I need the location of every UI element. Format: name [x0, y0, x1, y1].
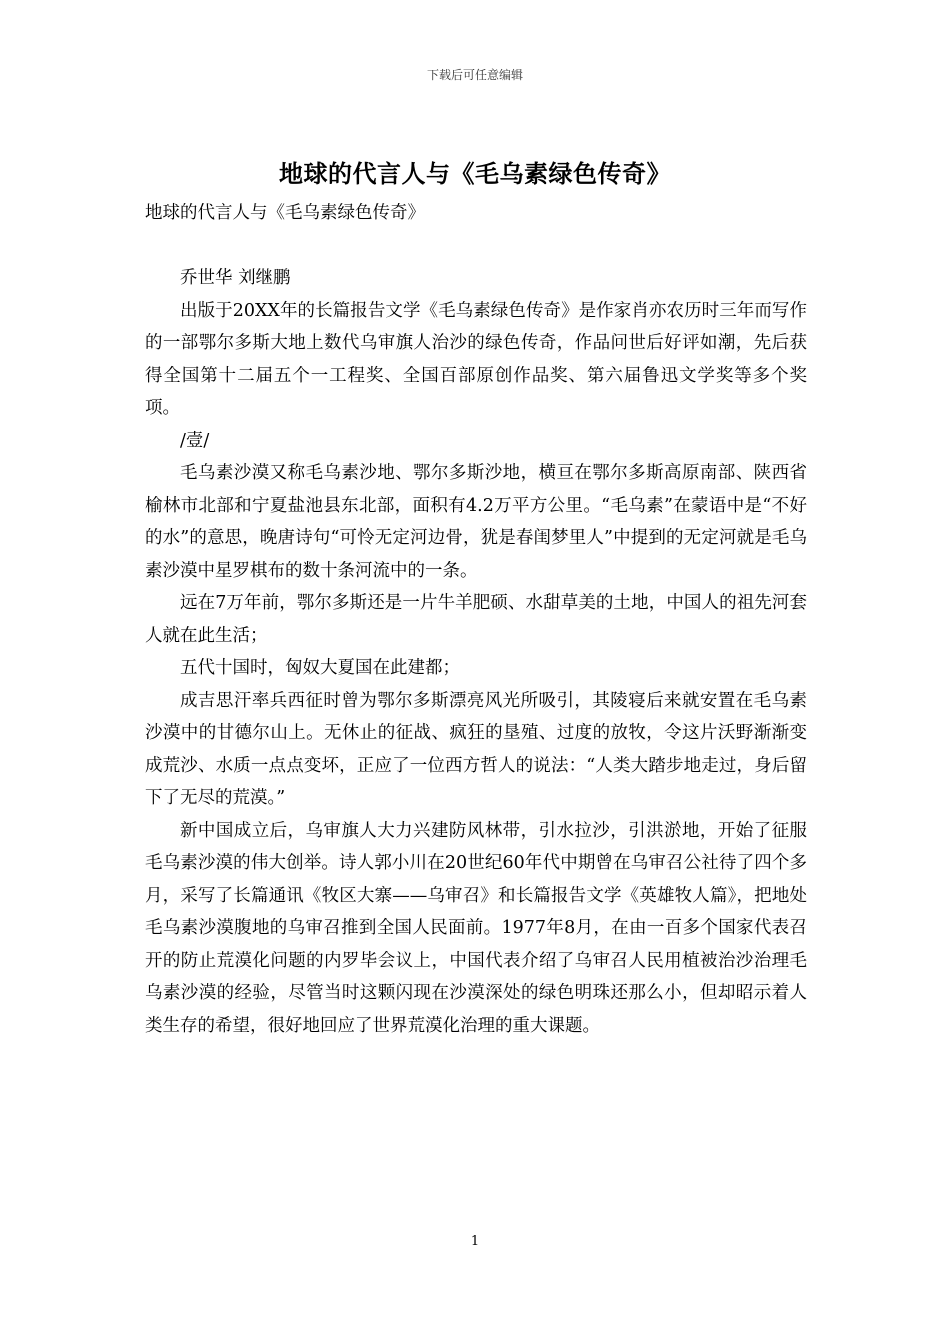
paragraph-intro: 出版于20XX年的长篇报告文学《毛乌素绿色传奇》是作家肖亦农历时三年而写作的一部鄂尔多斯大地上数代乌审旗人治沙的绿色传奇，作品问世后好评如潮，先后获得全国第十二届五个一工程奖、全国百部原创作品奖、第六届鲁迅文学奖等多个奖项。: [145, 300, 807, 418]
paragraph-new-china: 新中国成立后，乌审旗人大力兴建防风林带，引水拉沙，引洪淤地，开始了征服毛乌素沙漠的伟大创举。诗人郭小川在20世纪60年代中期曾在乌审召公社待了四个多月，采写了长篇通讯《牧区大寨——乌审召》和长篇报告文学《英雄牧人篇》，把地处毛乌素沙漠腹地的乌审召推到全国人民面前。1977年8月，在由一百多个国家代表召开的防止荒漠化问题的内罗毕会议上，中国代表介绍了乌审召人民用植被治沙治理毛乌素沙漠的经验，尽管当时这颗闪现在沙漠深处的绿色明珠还那么小，但却昭示着人类生存的希望，很好地回应了世界荒漠化治理的重大课题。: [145, 820, 807, 1036]
subtitle: 地球的代言人与《毛乌素绿色传奇》: [145, 203, 425, 223]
authors: 乔世华 刘继鹏: [180, 268, 291, 288]
paragraph-dynasty: 五代十国时，匈奴大夏国在此建都；: [180, 658, 460, 678]
paragraph-maowusu: 毛乌素沙漠又称毛乌素沙地、鄂尔多斯沙地，横亘在鄂尔多斯高原南部、陕西省榆林市北部和宁夏盐池县东北部，面积有4.2万平方公里。“毛乌素”在蒙语中是“不好的水”的意思，晚唐诗句“可怜无定河边骨，犹是春闺梦里人”中提到的无定河就是毛乌素沙漠中星罗棋布的数十条河流中的一条。: [145, 463, 807, 581]
paragraph-genghis: 成吉思汗率兵西征时曾为鄂尔多斯漂亮风光所吸引，其陵寝后来就安置在毛乌素沙漠中的甘德尔山上。无休止的征战、疯狂的垦殖、过度的放牧，令这片沃野渐渐变成荒沙、水质一点点变坏，正应了一位西方哲人的说法：“人类大踏步地走过，身后留下了无尽的荒漠。”: [145, 690, 807, 808]
header-note: 下载后可任意编辑: [426, 68, 523, 82]
section-marker: /壹/: [180, 430, 210, 451]
document-title: 地球的代言人与《毛乌素绿色传奇》: [279, 159, 671, 188]
document-body: [145, 197, 807, 1042]
paragraph-history: 远在7万年前，鄂尔多斯还是一片牛羊肥硕、水甜草美的土地，中国人的祖先河套人就在此生活；: [145, 593, 807, 646]
blank-line: [145, 230, 807, 263]
page-number: 1: [470, 1234, 480, 1249]
